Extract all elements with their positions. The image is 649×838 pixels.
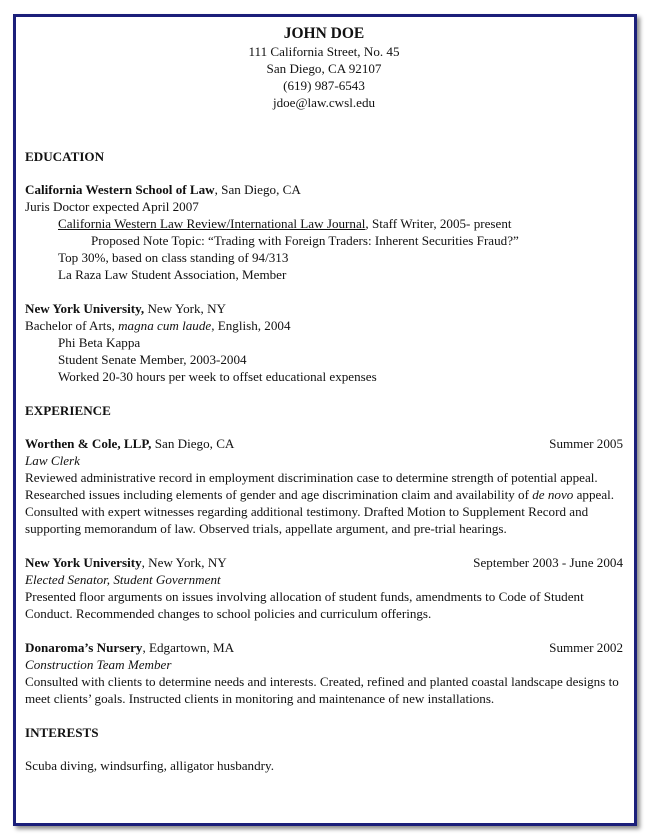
job3-description: Consulted with clients to determine needs and interests. Created, refined and planted coastal landscape designs to meet clients’ goals. Instructed clients in monitoring and maintenance of new installations. (25, 674, 619, 706)
note-topic: Proposed Note Topic: “Trading with Foreign Traders: Inherent Securities Fraud?” (91, 233, 519, 248)
nyu-school: New York University, (25, 301, 145, 316)
nyu-degree-field: , English, 2004 (211, 318, 291, 333)
nyu-degree-honor: magna cum laude (118, 318, 212, 333)
job2-location: , New York, NY (141, 555, 227, 570)
phone-number: (619) 987-6543 (283, 78, 365, 93)
nyu-location: New York, NY (144, 301, 227, 316)
nyu-degree (25, 317, 623, 334)
job1-date: Summer 2005 (549, 436, 623, 451)
interests-heading: INTERESTS (25, 725, 99, 740)
journal-role: , Staff Writer, 2005- present (365, 216, 512, 231)
job2-org: New York University (25, 555, 142, 570)
job3-title: Construction Team Member (25, 657, 172, 672)
job2-date: September 2003 - June 2004 (473, 555, 623, 570)
cwsl-degree: Juris Doctor expected April 2007 (25, 199, 199, 214)
job3-org: Donaroma’s Nursery (25, 640, 143, 655)
resume-document (25, 25, 623, 774)
job3-location: , Edgartown, MA (142, 640, 235, 655)
nyu-item-1: Phi Beta Kappa (58, 335, 141, 350)
job1-desc-b: appeal. Consulted with expert witnesses regarding additional testimony. Drafted Motion to Supplement Record and supporting memorandum of law. Observed trials, appellate argument, and pre-trial hearings. (25, 487, 615, 536)
education-heading: EDUCATION (25, 149, 105, 164)
job1-title: Law Clerk (25, 453, 80, 468)
job1-description (25, 469, 623, 537)
nyu-item-2: Student Senate Member, 2003-2004 (58, 352, 247, 367)
job3-date: Summer 2002 (549, 640, 623, 655)
address-line-2: San Diego, CA 92107 (266, 61, 382, 76)
association-membership: La Raza Law Student Association, Member (58, 267, 287, 282)
experience-job-2 (25, 554, 623, 622)
job2-description: Presented floor arguments on issues involving allocation of student funds, amendments to Code of Student Conduct. Recommended changes to school policies and curriculum offerings. (25, 589, 584, 621)
education-cwsl (25, 181, 623, 283)
experience-job-1 (25, 435, 623, 537)
address-line-1: 111 California Street, No. 45 (248, 44, 400, 59)
experience-job-3 (25, 639, 623, 707)
education-nyu (25, 300, 623, 385)
job1-desc-a: Reviewed administrative record in employment discrimination case to determine strength of potential appeal. Researched issues including elements of gender and age discrimination claim and availability of (25, 470, 598, 502)
interests-text: Scuba diving, windsurfing, alligator husbandry. (25, 758, 274, 773)
email-address: jdoe@law.cwsl.edu (272, 95, 376, 110)
journal-link[interactable]: California Western Law Review/International Law Journal (58, 216, 366, 231)
cwsl-location: , San Diego, CA (214, 182, 301, 197)
cwsl-school: California Western School of Law (25, 182, 215, 197)
job1-desc-italic: de novo (532, 487, 574, 502)
job1-org: Worthen & Cole, LLP, (25, 436, 152, 451)
class-rank: Top 30%, based on class standing of 94/313 (58, 250, 289, 265)
job1-location: San Diego, CA (151, 436, 235, 451)
resume-header (25, 25, 623, 111)
experience-heading: EXPERIENCE (25, 403, 111, 418)
nyu-item-3: Worked 20-30 hours per week to offset educational expenses (58, 369, 377, 384)
applicant-name: JOHN DOE (283, 25, 365, 42)
job2-title: Elected Senator, Student Government (25, 572, 221, 587)
nyu-degree-text: Bachelor of Arts, (25, 318, 119, 333)
